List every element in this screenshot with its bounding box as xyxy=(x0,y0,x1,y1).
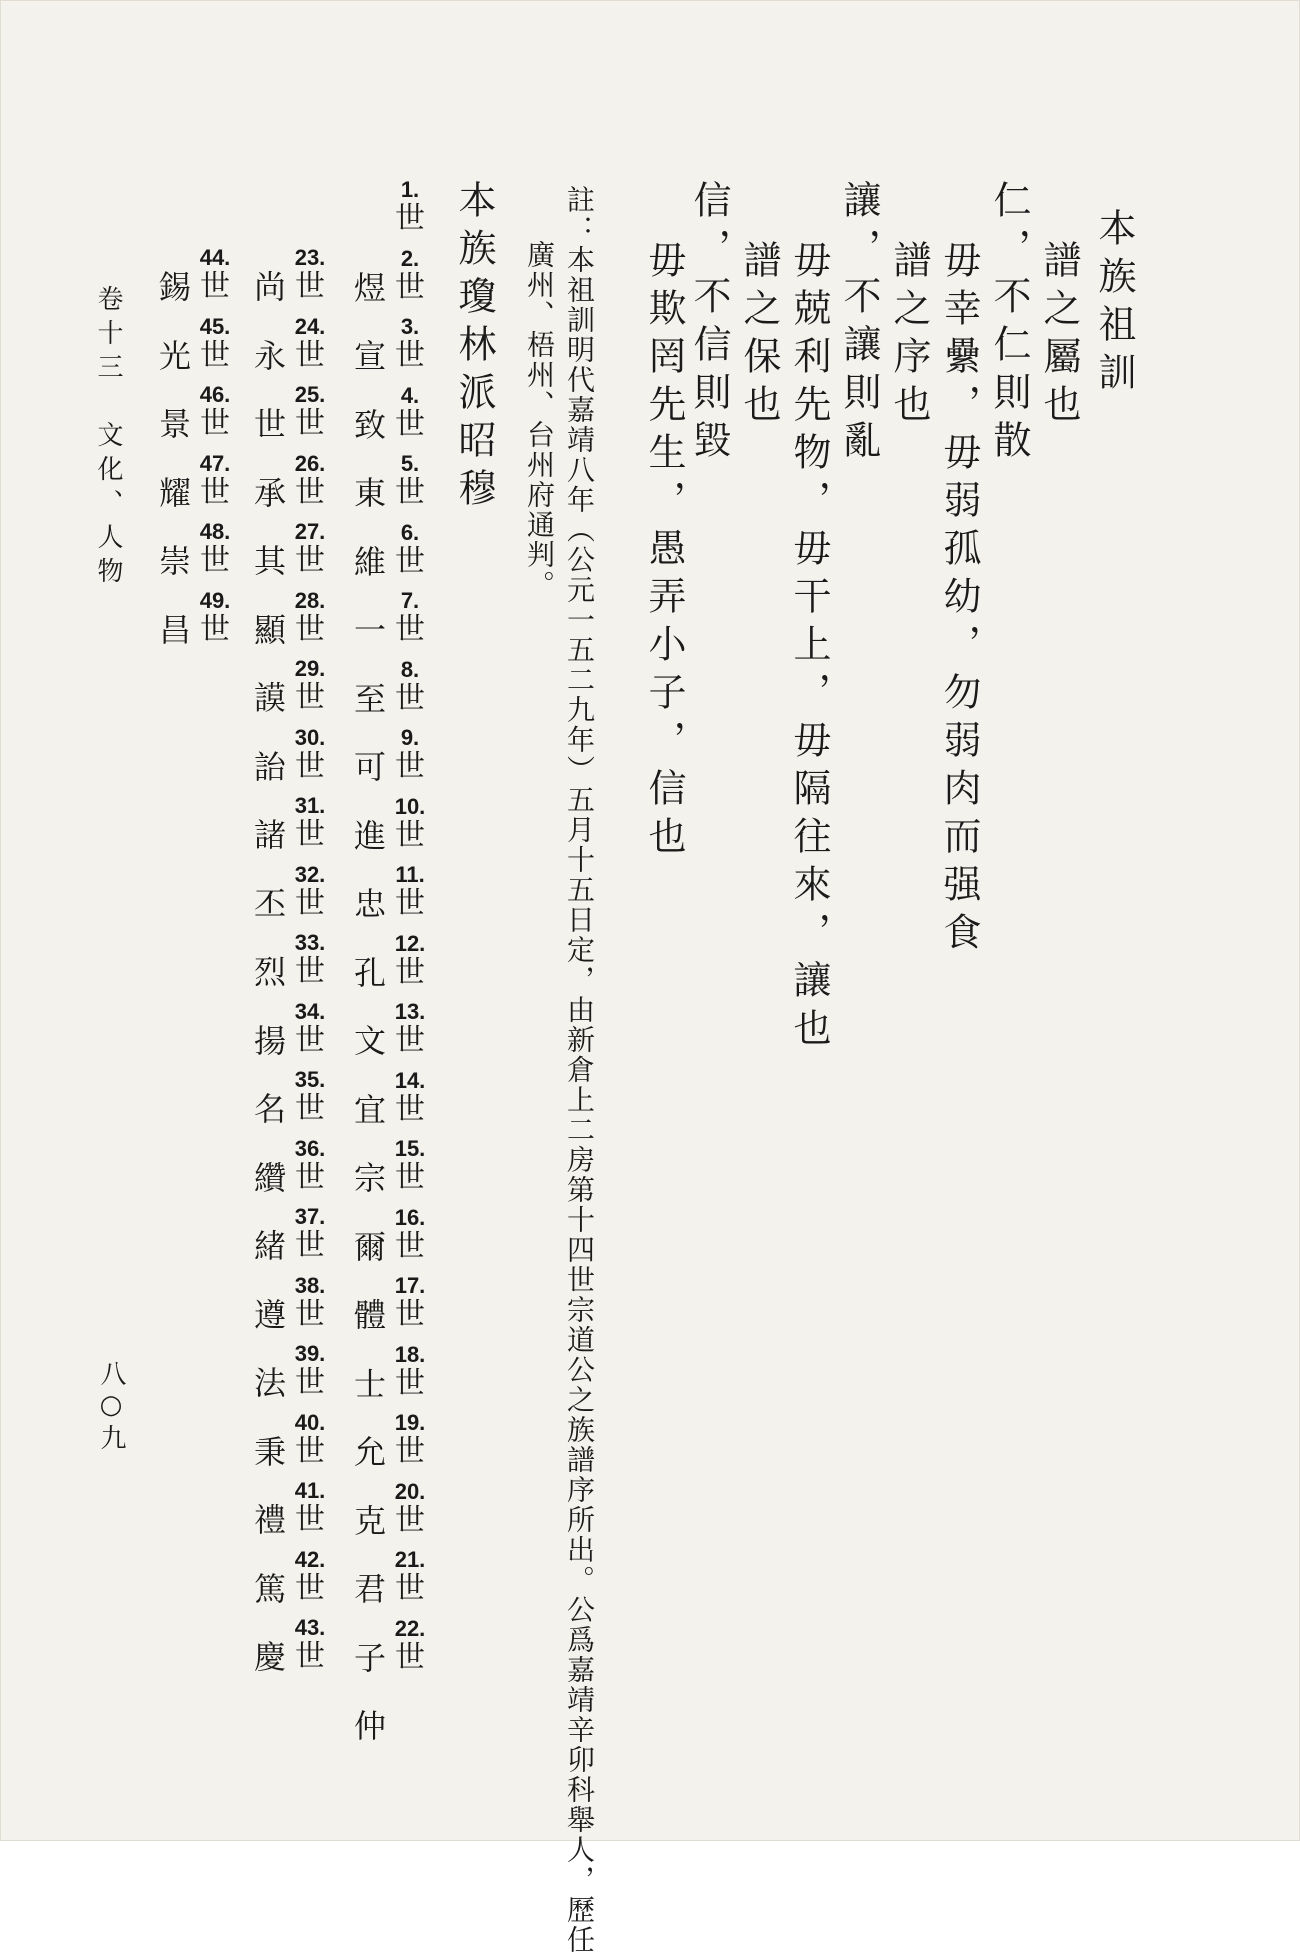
line-rang-rule: 毋兢利先物，毋干上，毋隔往來，讓也 xyxy=(787,240,831,1056)
generation-number: 45. xyxy=(199,313,231,339)
generation-shi: 世 xyxy=(200,474,230,510)
generation-character: 體 xyxy=(353,1296,386,1334)
generation-shi: 世 xyxy=(395,1365,425,1401)
generation-number: 11. xyxy=(395,862,425,887)
character-column-23-43 xyxy=(245,246,295,1685)
generation-shi: 世 xyxy=(295,1159,325,1195)
generation-character: 文 xyxy=(353,1022,386,1060)
generation-number: 35. xyxy=(294,1067,326,1092)
generation-shi: 世 xyxy=(395,201,425,236)
character-column-1-22 xyxy=(345,178,395,1754)
page-number: 八○九 xyxy=(96,1360,126,1454)
generation-character: 詒 xyxy=(253,747,286,786)
generation-number: 39. xyxy=(294,1341,326,1366)
generation-number: 36. xyxy=(294,1135,326,1161)
generation-character: 宗 xyxy=(353,1159,386,1197)
generation-character: 至 xyxy=(353,679,386,718)
subheading: 本族瓊林派昭穆 xyxy=(452,180,496,516)
generation-number: 17. xyxy=(394,1273,426,1298)
generation-number: 28. xyxy=(294,587,326,613)
line-xin: 信，不信則毀 xyxy=(687,180,731,468)
generation-number: 42. xyxy=(294,1546,326,1572)
generation-shi: 世 xyxy=(295,1433,325,1469)
generation-number: 6. xyxy=(400,519,420,545)
generation-number: 8. xyxy=(400,656,420,682)
generation-shi: 世 xyxy=(395,543,425,579)
generation-character xyxy=(345,178,395,247)
generation-character: 緒 xyxy=(253,1227,286,1265)
line-xin-rule: 毋欺罔先生，愚弄小子，信也 xyxy=(642,240,686,864)
generation-number: 18. xyxy=(394,1341,426,1367)
generation-character: 子 xyxy=(353,1638,386,1677)
generation-character: 致 xyxy=(353,405,386,444)
generation-character: 烈 xyxy=(253,953,286,991)
generation-character: 諸 xyxy=(253,816,286,854)
generation-number: 2. xyxy=(400,245,420,271)
generation-number: 3. xyxy=(400,314,420,339)
generation-character: 克 xyxy=(353,1501,386,1540)
generation-number: 43. xyxy=(294,1615,326,1640)
generation-character: 其 xyxy=(253,542,286,580)
generation-character: 尚 xyxy=(253,268,286,306)
generation-shi: 世 xyxy=(395,1502,425,1538)
generation-number: 48. xyxy=(199,519,231,544)
generation-number: 24. xyxy=(294,313,326,339)
generation-number: 37. xyxy=(294,1204,326,1229)
generation-number: 4. xyxy=(400,382,420,408)
generation-number: 5. xyxy=(400,451,420,476)
generation-shi: 世 xyxy=(200,543,230,578)
generation-number: 7. xyxy=(400,588,420,613)
generation-number: 15. xyxy=(394,1136,426,1161)
generation-shi: 世 xyxy=(395,1228,425,1264)
generation-character: 世 xyxy=(253,405,286,443)
generation-shi: 世 xyxy=(295,543,325,578)
generation-character: 仲 xyxy=(353,1707,386,1745)
generation-character: 煜 xyxy=(353,268,386,307)
generation-number: 26. xyxy=(294,450,326,476)
generation-shi: 世 xyxy=(395,1639,425,1675)
generation-character: 維 xyxy=(353,542,386,581)
generation-shi: 世 xyxy=(395,269,425,305)
generation-shi: 世 xyxy=(395,817,425,853)
generation-shi: 世 xyxy=(295,1365,325,1400)
generation-shi: 世 xyxy=(295,611,325,647)
generation-shi: 世 xyxy=(395,1160,425,1195)
generation-shi: 世 xyxy=(295,954,325,989)
generation-shi: 世 xyxy=(200,269,230,304)
generation-shi: 世 xyxy=(200,337,230,373)
generation-character: 丕 xyxy=(253,884,286,923)
line-ren-rule: 毋幸纍，毋弱孤幼，勿弱肉而强食 xyxy=(937,240,981,960)
generation-character: 進 xyxy=(353,816,386,855)
generation-number: 1. xyxy=(400,177,420,202)
generation-number: 12. xyxy=(394,930,426,956)
generation-character: 宜 xyxy=(353,1090,386,1129)
generation-number: 19. xyxy=(394,1410,426,1435)
generation-shi: 世 xyxy=(295,474,325,510)
generation-number: 13. xyxy=(394,999,426,1024)
generation-shi: 世 xyxy=(295,406,325,441)
generation-character: 光 xyxy=(158,336,191,375)
generation-shi: 世 xyxy=(395,1091,425,1127)
generation-shi: 世 xyxy=(295,1296,325,1332)
generation-number: 46. xyxy=(199,382,231,407)
generation-character: 謨 xyxy=(253,679,286,717)
generation-shi: 世 xyxy=(395,1297,425,1332)
generation-character: 法 xyxy=(253,1364,286,1402)
generation-character: 錫 xyxy=(158,268,191,306)
generation-number: 25. xyxy=(294,382,326,407)
generation-character: 允 xyxy=(353,1433,386,1471)
generation-shi: 世 xyxy=(295,680,325,715)
generation-character: 篤 xyxy=(253,1569,286,1608)
generation-character: 耀 xyxy=(158,473,191,512)
generation-shi: 世 xyxy=(295,1502,325,1537)
generation-character: 昌 xyxy=(158,610,191,649)
generation-shi: 世 xyxy=(395,612,425,647)
generation-shi: 世 xyxy=(395,886,425,921)
generation-character: 纘 xyxy=(253,1158,286,1197)
generation-number: 44. xyxy=(199,245,231,270)
generation-shi: 世 xyxy=(295,748,325,784)
generation-character: 秉 xyxy=(253,1432,286,1471)
generation-character: 宣 xyxy=(353,337,386,375)
generation-number: 40. xyxy=(294,1409,326,1435)
generation-number: 47. xyxy=(199,450,231,476)
generation-shi: 世 xyxy=(295,1639,325,1674)
generation-shi: 世 xyxy=(395,338,425,373)
generation-number: 27. xyxy=(294,519,326,544)
generation-shi: 世 xyxy=(395,406,425,442)
generation-character: 一 xyxy=(353,611,386,649)
generation-shi: 世 xyxy=(395,954,425,990)
generation-number: 32. xyxy=(294,861,326,887)
generation-character: 名 xyxy=(253,1090,286,1128)
generation-number: 9. xyxy=(400,725,420,750)
generation-number: 49. xyxy=(199,587,231,613)
generation-shi: 世 xyxy=(395,1434,425,1469)
generation-character: 忠 xyxy=(353,885,386,923)
volume-label: 卷十三 文化、人物 xyxy=(93,285,123,591)
generation-number: 21. xyxy=(394,1547,426,1572)
generation-character: 永 xyxy=(253,336,286,375)
generation-number: 29. xyxy=(294,656,326,681)
generation-shi: 世 xyxy=(395,1571,425,1606)
generation-number: 14. xyxy=(394,1067,426,1093)
generation-shi: 世 xyxy=(395,749,425,784)
generation-number: 30. xyxy=(294,724,326,750)
generation-shi: 世 xyxy=(295,337,325,373)
generation-shi: 世 xyxy=(395,1023,425,1058)
generation-shi: 世 xyxy=(295,885,325,921)
generation-shi: 世 xyxy=(295,817,325,852)
character-column-44-49 xyxy=(150,246,200,657)
line-rang-note: 譜之序也 xyxy=(887,240,931,432)
generation-number: 23. xyxy=(294,245,326,270)
generation-shi: 世 xyxy=(295,1570,325,1606)
line-ren: 仁，不仁則散 xyxy=(987,180,1031,468)
generation-character: 承 xyxy=(253,473,286,512)
generation-shi: 世 xyxy=(395,475,425,510)
line-ren-note: 譜之屬也 xyxy=(1037,240,1081,432)
annotation-line-2: 廣州、梧州、台州府通判。 xyxy=(523,240,556,600)
generation-character: 禮 xyxy=(253,1501,286,1539)
generation-number: 33. xyxy=(294,930,326,955)
generation-character: 揚 xyxy=(253,1021,286,1060)
generation-character: 孔 xyxy=(353,953,386,992)
generation-character: 慶 xyxy=(253,1638,286,1676)
generation-character: 崇 xyxy=(158,542,191,580)
generation-shi: 世 xyxy=(200,611,230,647)
generation-number: 10. xyxy=(394,793,426,819)
generation-character: 士 xyxy=(353,1364,386,1403)
generation-number: 38. xyxy=(294,1272,326,1298)
generation-number: 20. xyxy=(394,1478,426,1504)
generation-shi: 世 xyxy=(295,1091,325,1126)
generation-shi: 世 xyxy=(295,1228,325,1263)
generation-shi: 世 xyxy=(295,1022,325,1058)
line-rang: 讓，不讓則亂 xyxy=(837,180,881,468)
line-xin-note: 譜之保也 xyxy=(737,240,781,432)
annotation-line-1: 註：本祖訓明代嘉靖八年（公元一五二九年）五月十五日定，由新倉上二房第十四世宗道公之族譜序所出。公爲嘉靖辛卯科舉人，歷任 xyxy=(563,185,596,1955)
generation-number: 34. xyxy=(294,998,326,1024)
generation-character: 顯 xyxy=(253,610,286,649)
generation-shi: 世 xyxy=(395,680,425,716)
generation-character: 君 xyxy=(353,1570,386,1608)
generation-character: 東 xyxy=(353,474,386,512)
generation-character: 景 xyxy=(158,405,191,443)
generation-number: 22. xyxy=(394,1615,426,1641)
generation-shi: 世 xyxy=(295,269,325,304)
generation-number: 16. xyxy=(394,1204,426,1230)
generation-character: 可 xyxy=(353,748,386,786)
generation-number: 41. xyxy=(294,1478,326,1503)
generation-number: 31. xyxy=(294,793,326,818)
generation-shi: 世 xyxy=(200,406,230,441)
generation-character: 爾 xyxy=(353,1227,386,1266)
generation-character: 遵 xyxy=(253,1295,286,1334)
heading: 本族祖訓 xyxy=(1092,208,1136,400)
